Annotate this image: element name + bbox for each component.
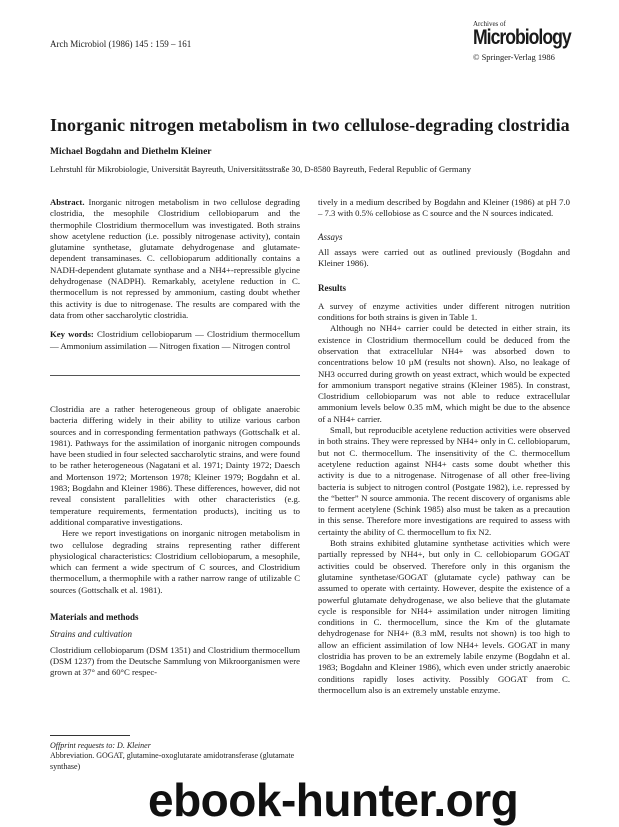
introduction (50, 404, 300, 679)
assays-text: All assays were carried out as outlined previously (Bogdahn and Kleiner 1986). (318, 246, 570, 269)
citation: Arch Microbiol (1986) 145 : 159 – 161 (50, 39, 192, 49)
footnotes (50, 741, 305, 772)
keywords-label: Key words: (50, 329, 94, 340)
copyright: © Springer-Verlag 1986 (473, 52, 555, 62)
right-column (318, 197, 570, 696)
results-paragraph: Both strains exhibited glutamine synthetase activities which were partially repressed by NH4+, but only in C. cellobioparum GOGAT activities could be observed. Therefore only in this organism the glutamine synthetase/GOGAT (glutamate cycle) pathway can be assumed to operate with certainty. However, despite the existence of a powerful glutamate dehydrogenase, we also believe that the glutamate cycle is responsible for NH4+ assimilation under nitrogen limiting conditions in C. thermocellum, since the Km of the glutamate dehydrogenase for NH4+ (8.3 mM, results not shown) is too high to allow an efficient assimilation of low NH4+ levels. GOGAT in many clostridia has proven to be an extremely labile enzyme (Bogdahn et al. 1983; Bogdahn and Kleiner 1986), which even under strictly anaerobic conditions rapidly loses activity. Possibly GOGAT from C. thermocellum also is an extremely unstable enzyme. (318, 538, 570, 695)
results-paragraph: Although no NH4+ carrier could be detected in either strain, its existence in Clostridium thermocellum could be deduced from the observation that extracellular NH4+ was absorbed down to concentrations below 10 µM (results not shown). Also, no leakage of NH3 occurred during growth on yeast extract, which would be expected for ammonium transport negative strains (Kleiner 1985). In constrast, Clostridium cellobioparum was not able to reduce extracellular ammonium levels below 0.35 mM, which might be due to the absence of a NH4+ carrier. (318, 323, 570, 424)
intro-paragraph: Clostridia are a rather heterogeneous group of obligate anaerobic bacteria differing widely in their ability to utilize various carbon sources and in corresponding fermentation pathways (Gottschalk et al. 1981). Pathways for the assimilation of inorganic nitrogen compounds have been studied in four selected saccharolytic strains, and were found to be rather heterogeneous (Nagatani et al. 1971; Dainty 1972; Daesch and Mortenson 1972; Mortenson 1978; Kleiner 1979; Bogdahn et al. 1983; Bogdahn and Kleiner 1986). These differences, however, did not reveal consistent parallelities with other characteristics (e.g. temperature requirements, fermentation products), inciting us to additional comparative investigations. (50, 404, 300, 527)
strains-subheading: Strains and cultivation (50, 629, 132, 640)
assays-heading: Assays (318, 231, 343, 242)
results-paragraph: A survey of enzyme activities under different nitrogen nutrition conditions for both strains is given in Table 1. (318, 300, 570, 323)
abstract (50, 197, 300, 352)
section-divider (50, 375, 300, 376)
abstract-text: Inorganic nitrogen metabolism in two cellulose degrading clostridia, the mesophile Clostridium cellobioparum and the thermophile Clostridium thermocellum was investigated. Both strains show acetylene reduction (i.e. possibly nitrogenase activity), contain glutamine synthetase, glutamate dehydrogenase and glutamate-dependent transaminases. C. cellobioparum additionally contains a NADH-dependent glutamate synthase and a NH4+-repressible glycine dehydrogenase (NADPH). Remarkably, acetylene reduction in C. thermocellum is not repressed by ammonium, casting doubt whether this activity is due to nitrogenase. The results are compared with the data from other saccharolytic clostridia. (50, 197, 301, 320)
authors: Michael Bogdahn and Diethelm Kleiner (50, 147, 212, 157)
keywords-text: Clostridium cellobioparum — Clostridium thermocellum — Ammonium assimilation — Nitrogen fixation — Nitrogen control (50, 329, 300, 351)
results-heading: Results (318, 283, 347, 294)
footnote-divider (50, 735, 130, 736)
journal-header (473, 20, 577, 62)
methods-continued: tively in a medium described by Bogdahn and Kleiner (1986) at pH 7.0 – 7.3 with 0.5% cellobiose as C source and the N sources indicated. (318, 197, 570, 219)
archives-of-label: Archives of (473, 20, 506, 28)
results-paragraph: Small, but reproducible acetylene reduction activities were observed in both strains. They were repressed by NH4+ only in C. cellobioparum, but not C. thermocellum. The insensitivity of the C. thermocellum acetylene reduction against NH4+ casts some doubt whether this activity is due to a nitrogenase. Nitrogenase of all other free-living bacteria is subject to nitrogen control (Postgate 1982), i.e. repressed by the “better” N source ammonia. The recent discovery of organisms able to ferment acetylene (Schink 1985) also must be taken as a precaution in this sense. Therefore more investigations are required to assess with certainty the ability of C. thermocellum to fix N2. (318, 425, 570, 537)
offprint-note: Offprint requests to: D. Kleiner (50, 741, 151, 750)
abstract-label: Abstract. (50, 197, 85, 207)
watermark: ebook-hunter.org (148, 774, 519, 826)
affiliation: Lehrstuhl für Mikrobiologie, Universität Bayreuth, Universitätsstraße 30, D-8580 Bayreuth, Federal Republic of Germany (50, 164, 471, 174)
methods-text: Clostridium cellobioparum (DSM 1351) and Clostridium thermocellum (DSM 1237) from the Deutsche Sammlung von Mikroorganismen were grown at 37° and 60°C respec- (50, 644, 300, 678)
paper-title: Inorganic nitrogen metabolism in two cellulose-degrading clostridia (50, 115, 570, 135)
journal-logo: Microbiology (473, 26, 571, 49)
abbreviation-note: Abbreviation. GOGAT, glutamine-oxoglutarate amidotransferase (glutamate synthase) (50, 751, 295, 771)
methods-heading: Materials and methods (50, 612, 139, 623)
intro-paragraph: Here we report investigations on inorganic nitrogen metabolism in two cellulose degrading strains representing rather different physiological characteristics: Clostridium cellobioparum, a mesophile, which can ferment a wide spectrum of C sources, and Clostridium thermocellum, a thermophile with a rather narrow range of utilizable C sources (Gottschalk et al. 1981). (50, 528, 300, 595)
